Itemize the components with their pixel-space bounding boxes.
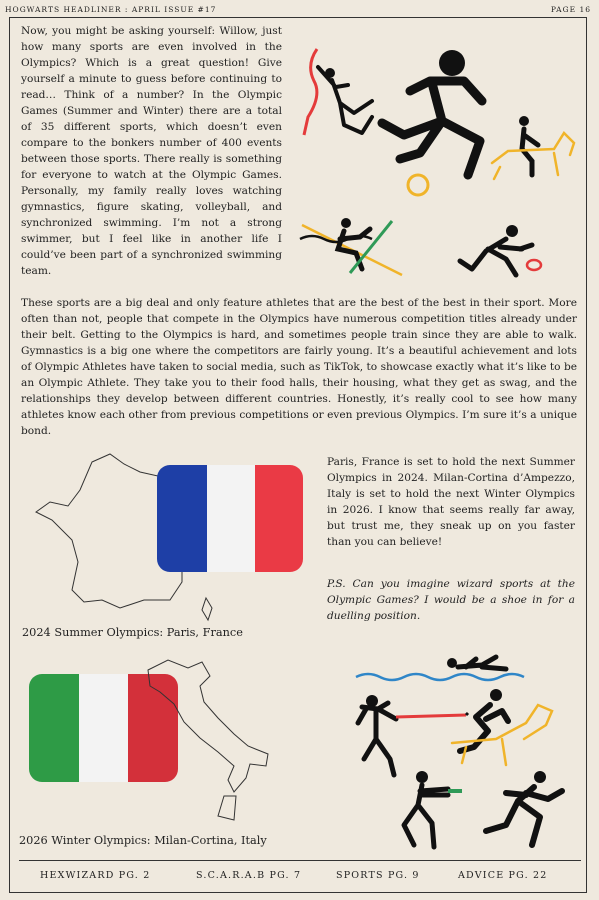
article-paragraph-1: Now, you might be asking yourself: Willow, just how many sports are even involved in the Olympics? Which is a great question! Give yourself a minute to guess before continuing to read… Think of a number? In the Olympic Games (Summer and Winter) there are a total of 35 different sports, which doesn’t even compare to the bonkers number of 400 events between those sports. There really is something for everyone to watch at the Olympic Games. Personally, my family really loves watching gymnastics, figure skating, volleyball, and synchronized swimming. I’m not a strong swimmer, but I feel like in another life I could’ve been part of a synchronized swimming team. [21,25,282,277]
italy-map-icon [138,656,288,826]
shooting-icon [404,771,462,847]
sports-pictograms-bottom [356,655,576,850]
italy-caption: 2026 Winter Olympics: Milan-Cortina, Italy [19,834,267,847]
sports-pictograms-top [292,25,582,285]
page-header [0,0,599,17]
footer-link-advice[interactable]: ADVICE PG. 22 [458,870,548,881]
football-icon [382,50,482,195]
equestrian-icon-2 [452,689,552,765]
fencing-icon [358,695,468,775]
footer-link-sports[interactable]: SPORTS PG. 9 [336,870,420,881]
issue-label: HOGWARTS HEADLINER : APRIL ISSUE #17 [5,5,217,14]
rowing-icon [300,218,402,275]
page-number: PAGE 16 [550,5,591,14]
climbing-icon [304,49,372,135]
article-postscript: P.S. Can you imagine wizard sports at the Olympic Games? I would be a shoe in for a duelling position. [327,578,575,622]
footer-divider [19,860,581,861]
curling-icon [460,225,541,275]
footer-link-scarab[interactable]: S.C.A.R.A.B PG. 7 [196,870,302,881]
article-paragraph-3: Paris, France is set to hold the next Summer Olympics in 2024. Milan-Cortina d’Ampezzo, Italy is set to hold the next Winter Olympics in 2026. I know that seems really far away, but trust me, they sneak up on you faster than you can believe! [327,456,575,548]
article-paragraph-2: These sports are a big deal and only feature athletes that are the best of the best in their sport. More often than not, people that compete in the Olympics have numerous competition titles already under their belt. Getting to the Olympics is hard, and sometimes people train since they are able to walk. Gymnastics is a big one where the competitors are fairly young. It’s a beautiful achievement and lots of Olympic Athletes have taken to social media, such as TikTok, to showcase exactly what it’s like to be an Olympic Athlete. They take you to their food halls, their housing, what they get as swag, and the relationships they develop between different countries. Honestly, it’s really cool to see how many athletes know each other from previous competitions or even previous Olympics. I’m sure it’s a unique bond. [21,297,577,437]
france-flag-icon [157,465,303,572]
footer-link-hexwizard[interactable]: HEXWIZARD PG. 2 [40,870,151,881]
equestrian-icon [492,116,574,179]
france-caption: 2024 Summer Olympics: Paris, France [22,626,243,639]
running-icon [486,771,562,845]
swimming-icon [356,657,524,680]
